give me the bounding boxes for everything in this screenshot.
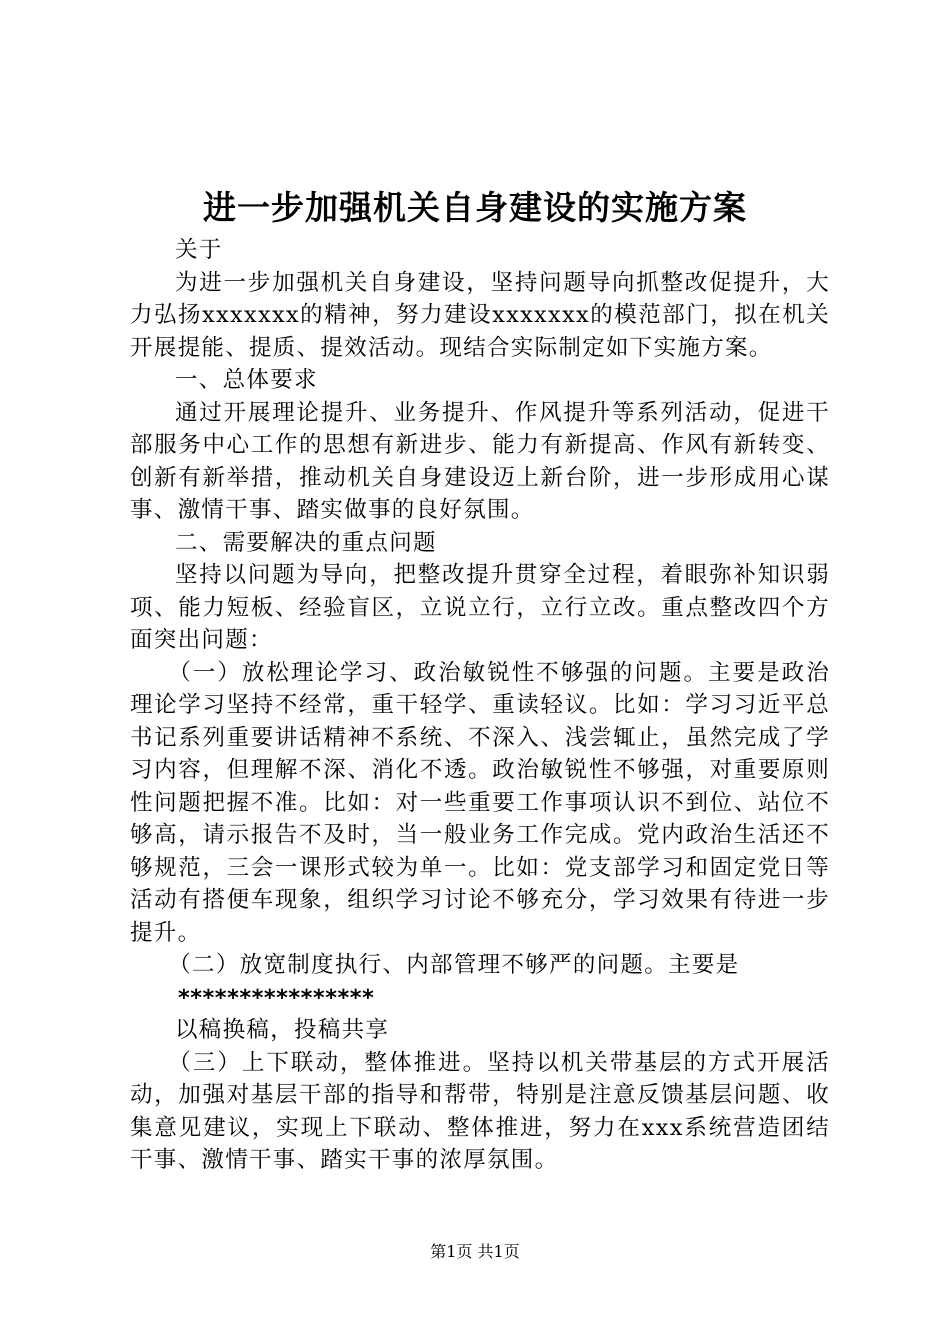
paragraph-intro: 为进一步加强机关自身建设，坚持问题导向抓整改促提升，大力弘扬xxxxxxx的精神，努力建设xxxxxxx的模范部门，拟在机关开展提能、提质、提效活动。现结合实际制定如下实施方案。 (130, 269, 830, 361)
document-body (130, 234, 830, 1177)
section-heading-problems: 二、需要解决的重点问题 (175, 529, 437, 556)
paragraph-problems: 坚持以问题为导向，把整改提升贯穿全过程，着眼弥补知识弱项、能力短板、经验盲区，立说立行，立行立改。重点整改四个方面突出问题： (130, 562, 830, 653)
paragraph-item-2: （二）放宽制度执行、内部管理不够严的问题。主要是 (168, 952, 740, 978)
paragraph-about: 关于 (175, 237, 223, 263)
section-heading-general: 一、总体要求 (175, 367, 318, 393)
document-title: 进一步加强机关自身建设的实施方案 (203, 188, 747, 227)
redaction-stars: **************** (178, 984, 375, 1011)
paragraph-item-3: （三）上下联动，整体推进。坚持以机关带基层的方式开展活动，加强对基层干部的指导和帮带，特别是注意反馈基层问题、收集意见建议，实现上下联动、整体推进，努力在xxx系统营造团结干事、激情干事、踏实干事的浓厚氛围。 (130, 1049, 830, 1173)
paragraph-note: 以稿换稿，投稿共享 (175, 1017, 390, 1043)
page-footer: 第1页 共1页 (430, 1242, 520, 1261)
paragraph-general: 通过开展理论提升、业务提升、作风提升等系列活动，促进干部服务中心工作的思想有新进步、能力有新提高、作风有新转变、创新有新举措，推动机关自身建设迈上新台阶，进一步形成用心谋事、激情干事、踏实做事的良好氛围。 (130, 399, 830, 523)
paragraph-item-1: （一）放松理论学习、政治敏锐性不够强的问题。主要是政治理论学习坚持不经常，重干轻学、重读轻议。比如：学习习近平总书记系列重要讲话精神不系统、不深入、浅尝辄止，虽然完成了学习内容，但理解不深、消化不透。政治敏锐性不够强，对重要原则性问题把握不准。比如：对一些重要工作事项认识不到位、站位不够高，请示报告不及时，当一般业务工作完成。党内政治生活还不够规范，三会一课形式较为单一。比如：党支部学习和固定党日等活动有搭便车现象，组织学习讨论不够充分，学习效果有待进一步提升。 (130, 659, 830, 946)
